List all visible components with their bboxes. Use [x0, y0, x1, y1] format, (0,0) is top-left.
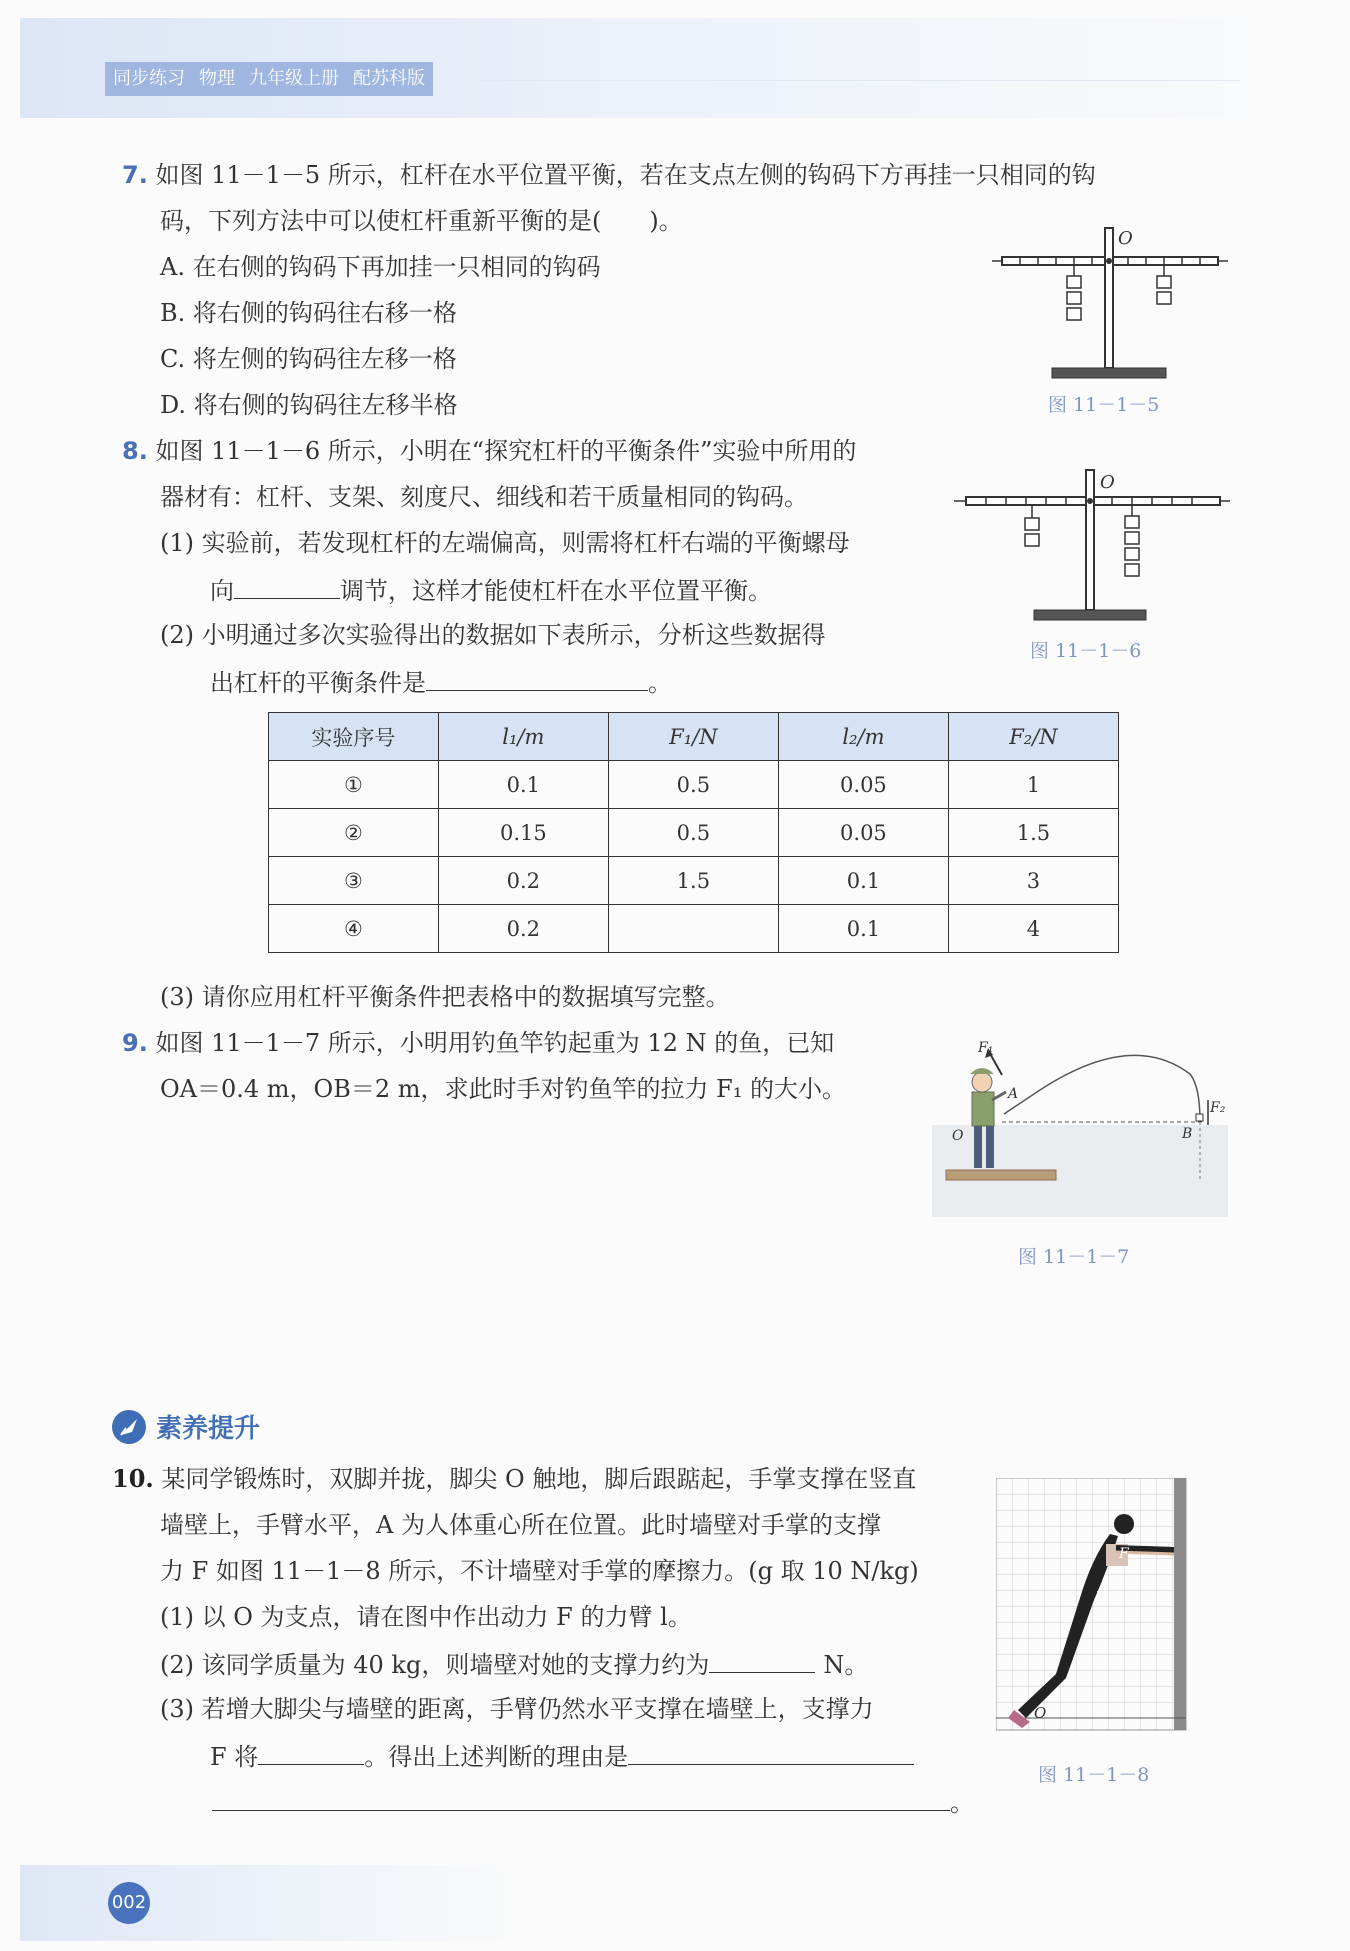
table-cell-blank[interactable] [608, 905, 778, 953]
table-cell: 1 [948, 761, 1118, 809]
point-o-label: O [952, 1128, 964, 1144]
answer-blank-support-force[interactable] [709, 1646, 815, 1673]
table-row [269, 761, 1119, 809]
table-header-cell: l₂/m [778, 713, 948, 761]
q10-line1 [112, 1462, 916, 1496]
q7-option-c: C. 将左侧的钩码往左移一格 [160, 345, 457, 373]
point-a-label: A [1008, 1086, 1019, 1102]
table-cell: 4 [948, 905, 1118, 953]
answer-blank-reason[interactable] [628, 1738, 914, 1765]
table-cell: 0.1 [438, 761, 608, 809]
q10-line2: 墙壁上，手臂水平，A 为人体重心所在位置。此时墙壁对手掌的支撑 [160, 1511, 881, 1539]
section-title: 素养提升 [156, 1414, 261, 1444]
q7-line1 [122, 158, 1096, 192]
q8-part3: (3) 请你应用杠杆平衡条件把表格中的数据填写完整。 [160, 983, 730, 1011]
q8-line2: 器材有：杠杆、支架、刻度尺、细线和若干质量相同的钩码。 [160, 483, 808, 511]
q10-part3-line2 [210, 1738, 914, 1774]
q8-part2-line2 [210, 664, 672, 700]
answer-blank-reason-continued[interactable] [212, 1784, 950, 1811]
table-cell: 0.1 [778, 905, 948, 953]
table-header-cell: 实验序号 [269, 713, 439, 761]
table-cell: 0.2 [438, 905, 608, 953]
q10-part3-end: 。 [950, 1789, 974, 1817]
q9-text1: 如图 11－1－7 所示，小明用钓鱼竿钓起重为 12 N 的鱼，已知 [155, 1029, 835, 1057]
q10-part2-pre: (2) 该同学质量为 40 kg，则墙壁对她的支撑力约为 [160, 1651, 710, 1679]
table-row [269, 905, 1119, 953]
table-cell: 0.15 [438, 809, 608, 857]
q10-text1: 某同学锻炼时，双脚并拢，脚尖 O 触地，脚后跟踮起，手掌支撑在竖直 [161, 1465, 917, 1493]
fig-11-1-7-caption: 图 11－1－7 [1018, 1246, 1130, 1268]
answer-blank-direction[interactable] [234, 572, 340, 599]
header-subject: 物理 [199, 68, 235, 89]
table-header-cell: F₁/N [608, 713, 778, 761]
table-header-row [269, 713, 1119, 761]
table-row [269, 857, 1119, 905]
header-grade: 九年级上册 [249, 68, 339, 89]
fig-11-1-8-caption: 图 11－1－8 [1038, 1764, 1150, 1786]
table-cell: 1.5 [608, 857, 778, 905]
table-cell: ① [269, 761, 439, 809]
q10-part2-post: N。 [823, 1651, 869, 1679]
table-cell: 0.5 [608, 809, 778, 857]
force-f2-label: F₂ [1210, 1100, 1226, 1116]
table-cell: ② [269, 809, 439, 857]
header-divider [480, 80, 1240, 81]
force-f1-label: F₁ [978, 1040, 994, 1056]
table-cell: 0.1 [778, 857, 948, 905]
table-header-cell: l₁/m [438, 713, 608, 761]
rocket-icon [112, 1410, 146, 1444]
table-header-cell: F₂/N [948, 713, 1118, 761]
q10-part2 [160, 1646, 868, 1682]
pushup-figure [996, 1478, 1200, 1742]
q7-option-a: A. 在右侧的钩码下再加挂一只相同的钩码 [160, 253, 601, 281]
q7-option-b: B. 将右侧的钩码往右移一格 [160, 299, 457, 327]
q9-number: 9. [122, 1029, 148, 1057]
point-a-label-2: A [1098, 1580, 1109, 1596]
q8-part1-line2 [210, 572, 772, 608]
q8-part1-post: 调节，这样才能使杠杆在水平位置平衡。 [340, 577, 772, 605]
point-b-label: B [1182, 1126, 1193, 1142]
lever-figure-1 [990, 222, 1230, 382]
q9-line2: OA＝0.4 m，OB＝2 m，求此时手对钓鱼竿的拉力 F₁ 的大小。 [160, 1075, 847, 1103]
table-cell: ④ [269, 905, 439, 953]
q8-part2-pre: 出杠杆的平衡条件是 [210, 669, 426, 697]
header-edition: 配苏科版 [353, 68, 425, 89]
fishing-figure [932, 1030, 1228, 1220]
q10-part3-pre: F 将 [210, 1743, 259, 1771]
q8-line1 [122, 434, 856, 468]
lever-figure-2 [952, 468, 1232, 628]
q7-number: 7. [122, 161, 148, 189]
table-cell: ③ [269, 857, 439, 905]
table-cell: 1.5 [948, 809, 1118, 857]
table-cell: 0.05 [778, 761, 948, 809]
q7-line2: 码，下列方法中可以使杠杆重新平衡的是( )。 [160, 207, 683, 235]
point-o-label-2: O [1034, 1704, 1047, 1722]
book-header [105, 62, 433, 96]
answer-blank-force-change[interactable] [258, 1738, 364, 1765]
q8-text1: 如图 11－1－6 所示，小明在“探究杠杆的平衡条件”实验中所用的 [155, 437, 857, 465]
fig-11-1-5-caption: 图 11－1－5 [1048, 394, 1160, 416]
q7-text1: 如图 11－1－5 所示，杠杆在水平位置平衡，若在支点左侧的钩码下方再挂一只相同的钩 [155, 161, 1096, 189]
q10-part3-line1: (3) 若增大脚尖与墙壁的距离，手臂仍然水平支撑在墙壁上，支撑力 [160, 1695, 874, 1723]
footer-band [20, 1865, 540, 1941]
q10-part3-line3 [212, 1784, 974, 1820]
q8-part2-post: 。 [648, 669, 672, 697]
table-cell: 0.2 [438, 857, 608, 905]
table-row [269, 809, 1119, 857]
q8-part1-line1: (1) 实验前，若发现杠杆的左端偏高，则需将杠杆右端的平衡螺母 [160, 529, 850, 557]
q10-number: 10. [112, 1464, 154, 1493]
q10-part1: (1) 以 O 为支点，请在图中作出动力 F 的力臂 l。 [160, 1603, 692, 1631]
table-cell: 0.05 [778, 809, 948, 857]
lever-data-table [268, 712, 1119, 953]
force-f-label: F [1119, 1546, 1129, 1562]
pivot-o-label-2: O [1100, 472, 1115, 493]
q9-line1 [122, 1026, 834, 1060]
answer-blank-condition[interactable] [426, 664, 648, 691]
q8-part2-line1: (2) 小明通过多次实验得出的数据如下表所示，分析这些数据得 [160, 621, 826, 649]
q10-line3: 力 F 如图 11－1－8 所示，不计墙壁对手掌的摩擦力。(g 取 10 N/kg) [160, 1557, 919, 1585]
header-series: 同步练习 [113, 68, 185, 89]
q7-option-d: D. 将右侧的钩码往左移半格 [160, 391, 458, 419]
q8-part1-pre: 向 [210, 577, 234, 605]
q8-number: 8. [122, 437, 148, 465]
q10-part3-mid: 。得出上述判断的理由是 [364, 1743, 629, 1771]
pivot-o-label: O [1118, 228, 1133, 249]
table-cell: 0.5 [608, 761, 778, 809]
fig-11-1-6-caption: 图 11－1－6 [1030, 640, 1142, 662]
page-number: 002 [108, 1882, 150, 1924]
table-cell: 3 [948, 857, 1118, 905]
